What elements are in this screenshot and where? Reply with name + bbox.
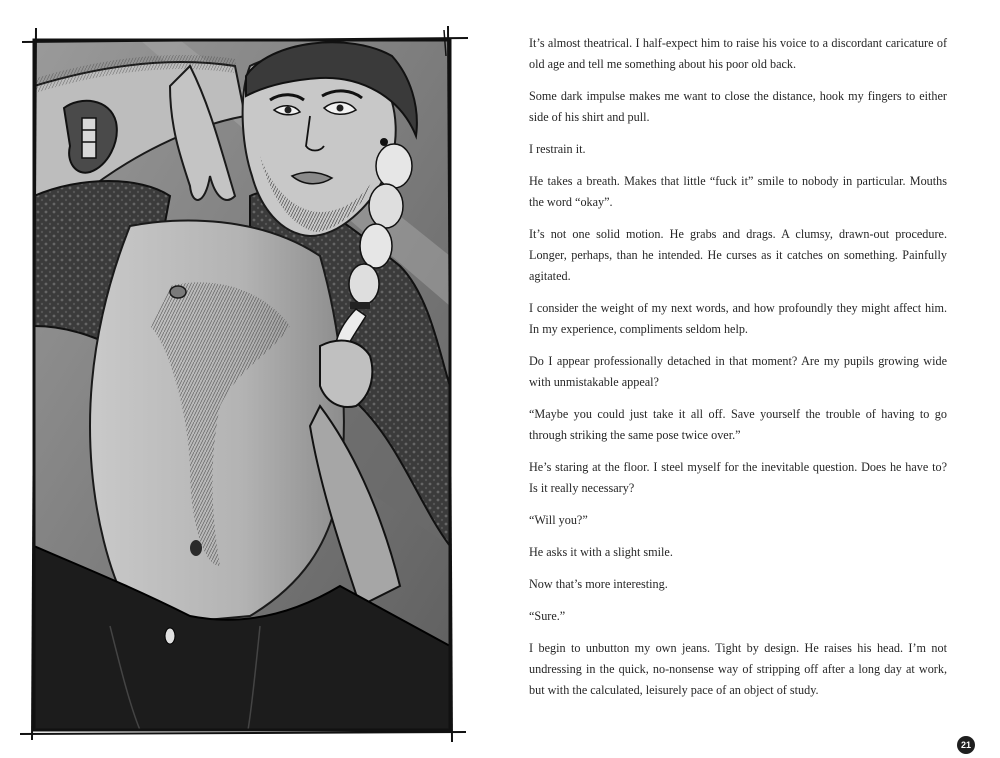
paragraph: He asks it with a slight smile.	[529, 545, 673, 559]
paragraph: I begin to unbutton my own jeans. Tight by design. He raises his head. I’m not undressing in the quick, no-nonsense way of stripping off after a long day at work, but with the calculated, leisurely pace of an object of study.	[529, 641, 947, 697]
page-number-badge: 21	[957, 736, 975, 754]
paragraph: He’s staring at the floor. I steel myself for the inevitable question. Does he have to? Is it really necessary?	[529, 460, 947, 495]
paragraph: Now that’s more interesting.	[529, 577, 668, 591]
paragraph: “Maybe you could just take it all off. Save yourself the trouble of having to go through striking the same pose twice over.”	[529, 407, 947, 442]
paragraph: “Sure.”	[529, 609, 566, 623]
paragraph: It’s not one solid motion. He grabs and drags. A clumsy, drawn-out procedure. Longer, perhaps, than he intended. He curses as it catches on something. Painfully agitated.	[529, 227, 947, 283]
illustration-panel	[20, 26, 470, 742]
shirtless-man-portrait-illustration	[20, 26, 470, 742]
paragraph: “Will you?”	[529, 513, 588, 527]
paragraph: Do I appear professionally detached in that moment? Are my pupils growing wide with unmistakable appeal?	[529, 354, 947, 389]
paragraph: It’s almost theatrical. I half-expect him to raise his voice to a discordant caricature of old age and tell me something about his poor old back.	[529, 36, 947, 71]
paragraph: He takes a breath. Makes that little “fuck it” smile to nobody in particular. Mouths the word “okay”.	[529, 174, 947, 209]
paragraph: I restrain it.	[529, 142, 586, 156]
body-text	[529, 33, 947, 712]
paragraph: I consider the weight of my next words, and how profoundly they might affect him. In my experience, compliments seldom help.	[529, 301, 947, 336]
paragraph: Some dark impulse makes me want to close the distance, hook my fingers to either side of his shirt and pull.	[529, 89, 947, 124]
